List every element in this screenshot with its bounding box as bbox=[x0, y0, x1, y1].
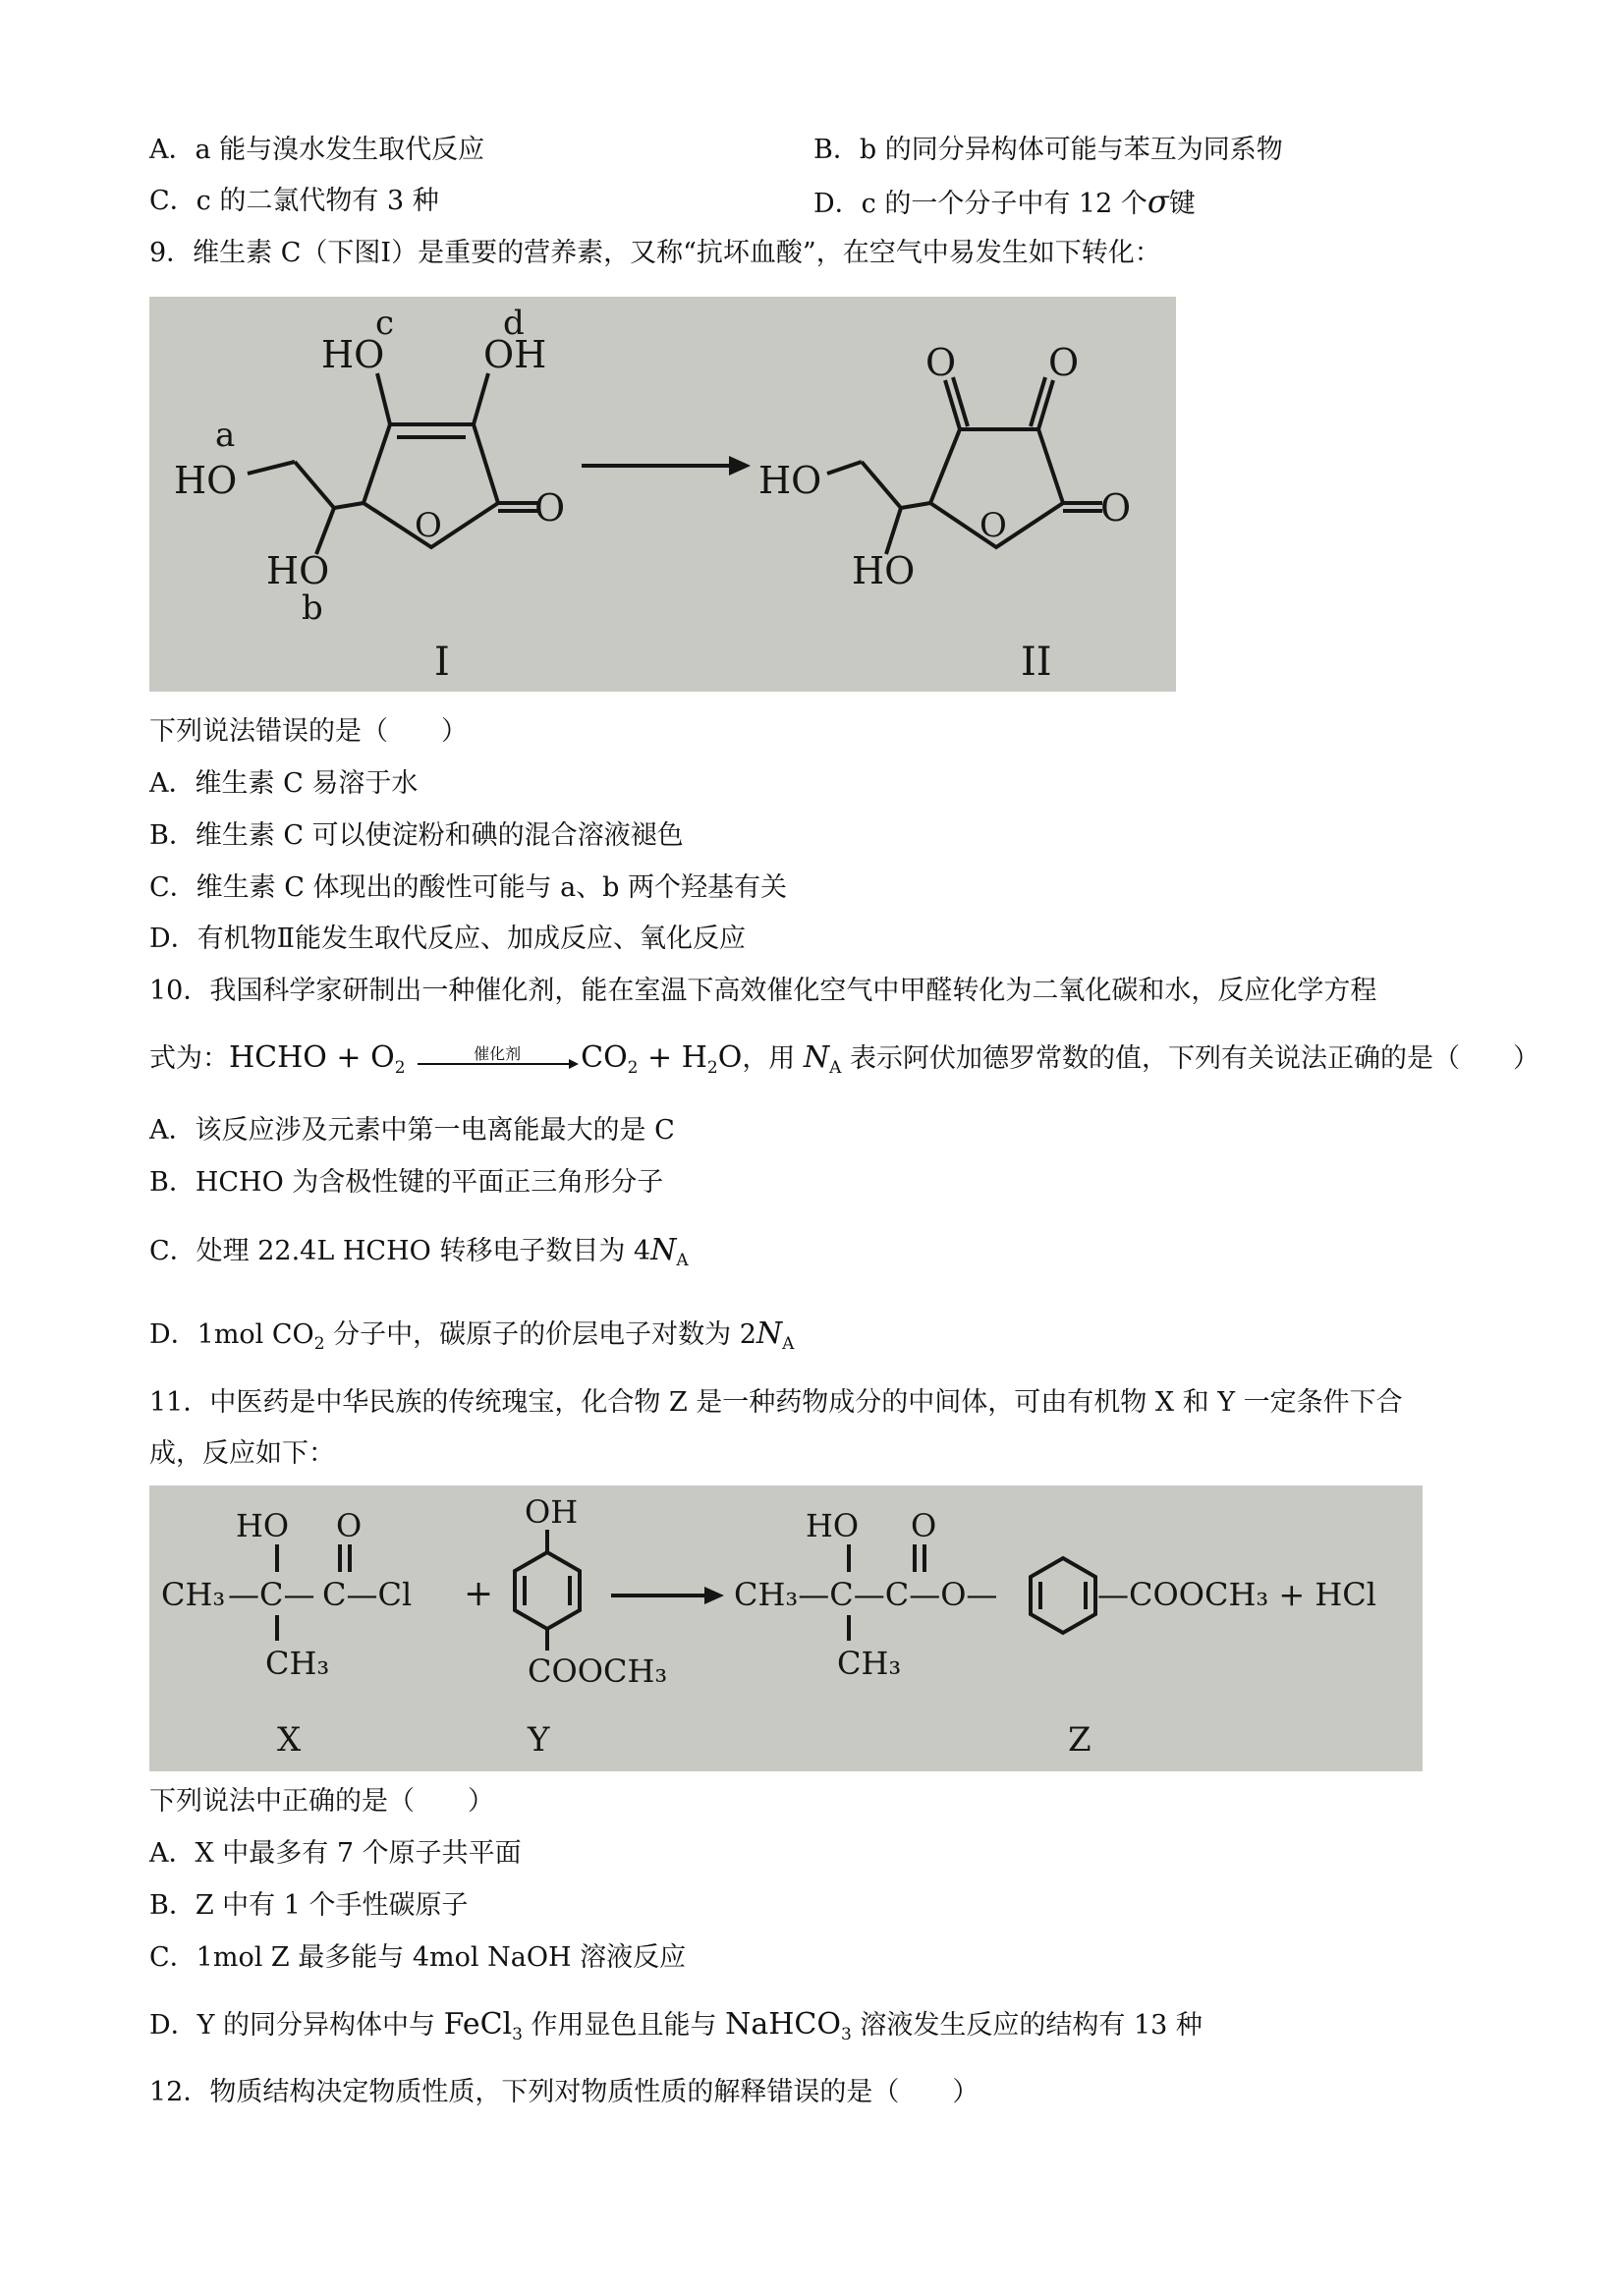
y-ester: COOCH₃ bbox=[528, 1652, 668, 1690]
sigma-symbol: σ bbox=[1147, 183, 1169, 220]
plus-sign: + bbox=[464, 1574, 494, 1614]
caption-ii: II bbox=[1021, 640, 1052, 685]
hydroxyl-a: HO bbox=[174, 459, 238, 502]
ring-oxygen-2: O bbox=[979, 506, 1007, 545]
q11-option-d-suffix: 溶液发生反应的结构有 13 种 bbox=[851, 2010, 1203, 2041]
q11-option-c: C．1mol Z 最多能与 4mol NaOH 溶液反应 bbox=[149, 1942, 687, 1973]
equation-co: CO bbox=[581, 1040, 628, 1075]
catalyst-label: 催化剂 bbox=[474, 1043, 522, 1063]
x-methyl-bottom: CH₃ bbox=[265, 1645, 330, 1682]
ring-oxygen-1: O bbox=[415, 506, 442, 545]
q10-option-c-text: C．处理 22.4L HCHO 转移电子数目为 4 bbox=[149, 1236, 651, 1266]
q8-option-d bbox=[813, 185, 1196, 221]
caption-y: Y bbox=[528, 1720, 550, 1760]
q9-option-d: D．有机物Ⅱ能发生取代反应、加成反应、氧化反应 bbox=[149, 924, 746, 954]
q10-option-d-text: D．1mol CO bbox=[149, 1319, 314, 1350]
q9-figure bbox=[149, 297, 1176, 692]
q10-option-c bbox=[149, 1234, 689, 1277]
caption-z: Z bbox=[1068, 1720, 1091, 1760]
arrow-icon bbox=[414, 1057, 581, 1071]
label-d: d bbox=[503, 304, 525, 343]
equation-h: + H bbox=[638, 1040, 707, 1075]
label-a: a bbox=[215, 416, 236, 455]
z-backbone: CH₃—C—C—O— bbox=[734, 1576, 998, 1613]
avogadro-symbol: N bbox=[756, 1316, 783, 1351]
hydroxyl-ii-bottom: HO bbox=[852, 549, 916, 592]
subscript: 2 bbox=[706, 1058, 718, 1078]
x-acyl-chloride: C—Cl bbox=[322, 1576, 413, 1613]
avogadro-symbol: N bbox=[650, 1233, 677, 1267]
hydroxyl-ii-top: HO bbox=[758, 459, 822, 502]
q12-stem: 12．物质结构决定物质性质，下列对物质性质的解释错误的是（ ） bbox=[149, 2077, 979, 2107]
q11-option-d-mid: 作用显色且能与 bbox=[522, 2010, 726, 2041]
label-b: b bbox=[302, 588, 323, 628]
q8-option-d-text: D．c 的一个分子中有 12 个 bbox=[813, 189, 1147, 219]
keto-oxygen-1: O bbox=[925, 341, 957, 384]
avogadro-symbol: N bbox=[803, 1040, 830, 1075]
z-carbonyl-oxygen: O bbox=[911, 1507, 937, 1544]
q10-option-d bbox=[149, 1317, 794, 1361]
q10-option-b: B．HCHO 为含极性键的平面正三角形分子 bbox=[149, 1167, 664, 1198]
q11-option-d bbox=[149, 2008, 1203, 2051]
carbonyl-oxygen-2: O bbox=[1100, 486, 1132, 530]
y-hydroxyl: OH bbox=[525, 1493, 579, 1531]
equation-prefix: 式为： bbox=[149, 1043, 229, 1074]
nahco3-formula: NaHCO bbox=[725, 2007, 841, 2042]
equation-suffix-1: ，用 bbox=[742, 1043, 804, 1074]
z-methyl-bottom: CH₃ bbox=[837, 1645, 902, 1682]
equation-suffix-2: 表示阿伏加德罗常数的值，下列有关说法正确的是（ ） bbox=[841, 1043, 1540, 1074]
subscript: 2 bbox=[627, 1058, 639, 1078]
reaction-arrow bbox=[414, 1043, 581, 1077]
hydroxyl-b: HO bbox=[266, 549, 330, 592]
subscript: 2 bbox=[394, 1058, 406, 1078]
subscript: A bbox=[782, 1334, 795, 1354]
q11-option-a: A．X 中最多有 7 个原子共平面 bbox=[149, 1838, 522, 1869]
x-hydroxyl: HO bbox=[236, 1507, 290, 1544]
q9-option-b: B．维生素 C 可以使淀粉和碘的混合溶液褪色 bbox=[149, 820, 684, 851]
x-carbonyl-oxygen: O bbox=[336, 1507, 363, 1544]
subscript: 3 bbox=[512, 2025, 523, 2044]
subscript: 3 bbox=[840, 2025, 852, 2044]
q11-stem-1: 11．中医药是中华民族的传统瑰宝，化合物 Z 是一种药物成分的中间体，可由有机物 X 和 Y 一定条件下合 bbox=[149, 1387, 1403, 1418]
q8-option-c: C．c 的二氯代物有 3 种 bbox=[149, 186, 439, 216]
q8-option-b: B．b 的同分异构体可能与苯互为同系物 bbox=[813, 135, 1283, 165]
q11-option-d-text: D．Y 的同分异构体中与 bbox=[149, 2010, 444, 2041]
q9-stem: 9．维生素 C（下图Ⅰ）是重要的营养素，又称“抗坏血酸”，在空气中易发生如下转化： bbox=[149, 238, 1161, 268]
hydroxyl-d: OH bbox=[483, 333, 547, 376]
q11-option-b: B．Z 中有 1 个手性碳原子 bbox=[149, 1890, 469, 1921]
vitamin-c-reaction-diagram bbox=[149, 297, 1176, 692]
equation-reactants: HCHO + O bbox=[229, 1040, 395, 1075]
q11-stem-2: 成，反应如下： bbox=[149, 1438, 335, 1469]
carbonyl-oxygen-1: O bbox=[534, 486, 566, 530]
q10-option-a: A．该反应涉及元素中第一电离能最大的是 C bbox=[149, 1115, 675, 1146]
q11-prompt: 下列说法中正确的是（ ） bbox=[149, 1786, 494, 1817]
z-ester-and-hcl: —COOCH₃ + HCl bbox=[1097, 1576, 1376, 1613]
caption-x: X bbox=[277, 1720, 302, 1760]
q8-option-a: A．a 能与溴水发生取代反应 bbox=[149, 135, 485, 165]
caption-i: I bbox=[434, 640, 450, 685]
q9-option-c: C．维生素 C 体现出的酸性可能与 a、b 两个羟基有关 bbox=[149, 872, 788, 903]
synthesis-reaction-diagram bbox=[149, 1485, 1423, 1771]
q10-equation-line bbox=[149, 1041, 1539, 1085]
q10-stem: 10．我国科学家研制出一种催化剂，能在室温下高效催化空气中甲醛转化为二氧化碳和水，反应化学方程 bbox=[149, 976, 1377, 1006]
label-c: c bbox=[375, 304, 395, 343]
q8-option-d-suffix: 键 bbox=[1168, 189, 1196, 219]
subscript: A bbox=[829, 1058, 842, 1078]
subscript: 2 bbox=[313, 1334, 325, 1354]
subscript: A bbox=[676, 1251, 689, 1270]
z-hydroxyl: HO bbox=[806, 1507, 860, 1544]
q9-prompt: 下列说法错误的是（ ） bbox=[149, 716, 468, 747]
x-methyl-left: CH₃ bbox=[161, 1576, 226, 1613]
q10-option-d-mid: 分子中，碳原子的价层电子对数为 2 bbox=[324, 1319, 756, 1350]
x-central-carbon: —C— bbox=[228, 1576, 315, 1613]
q11-figure bbox=[149, 1485, 1423, 1771]
equation-o: O bbox=[717, 1040, 743, 1075]
hydroxyl-c: HO bbox=[321, 333, 385, 376]
q9-option-a: A．维生素 C 易溶于水 bbox=[149, 768, 419, 799]
keto-oxygen-2: O bbox=[1048, 341, 1080, 384]
fecl3-formula: FeCl bbox=[443, 2007, 513, 2042]
